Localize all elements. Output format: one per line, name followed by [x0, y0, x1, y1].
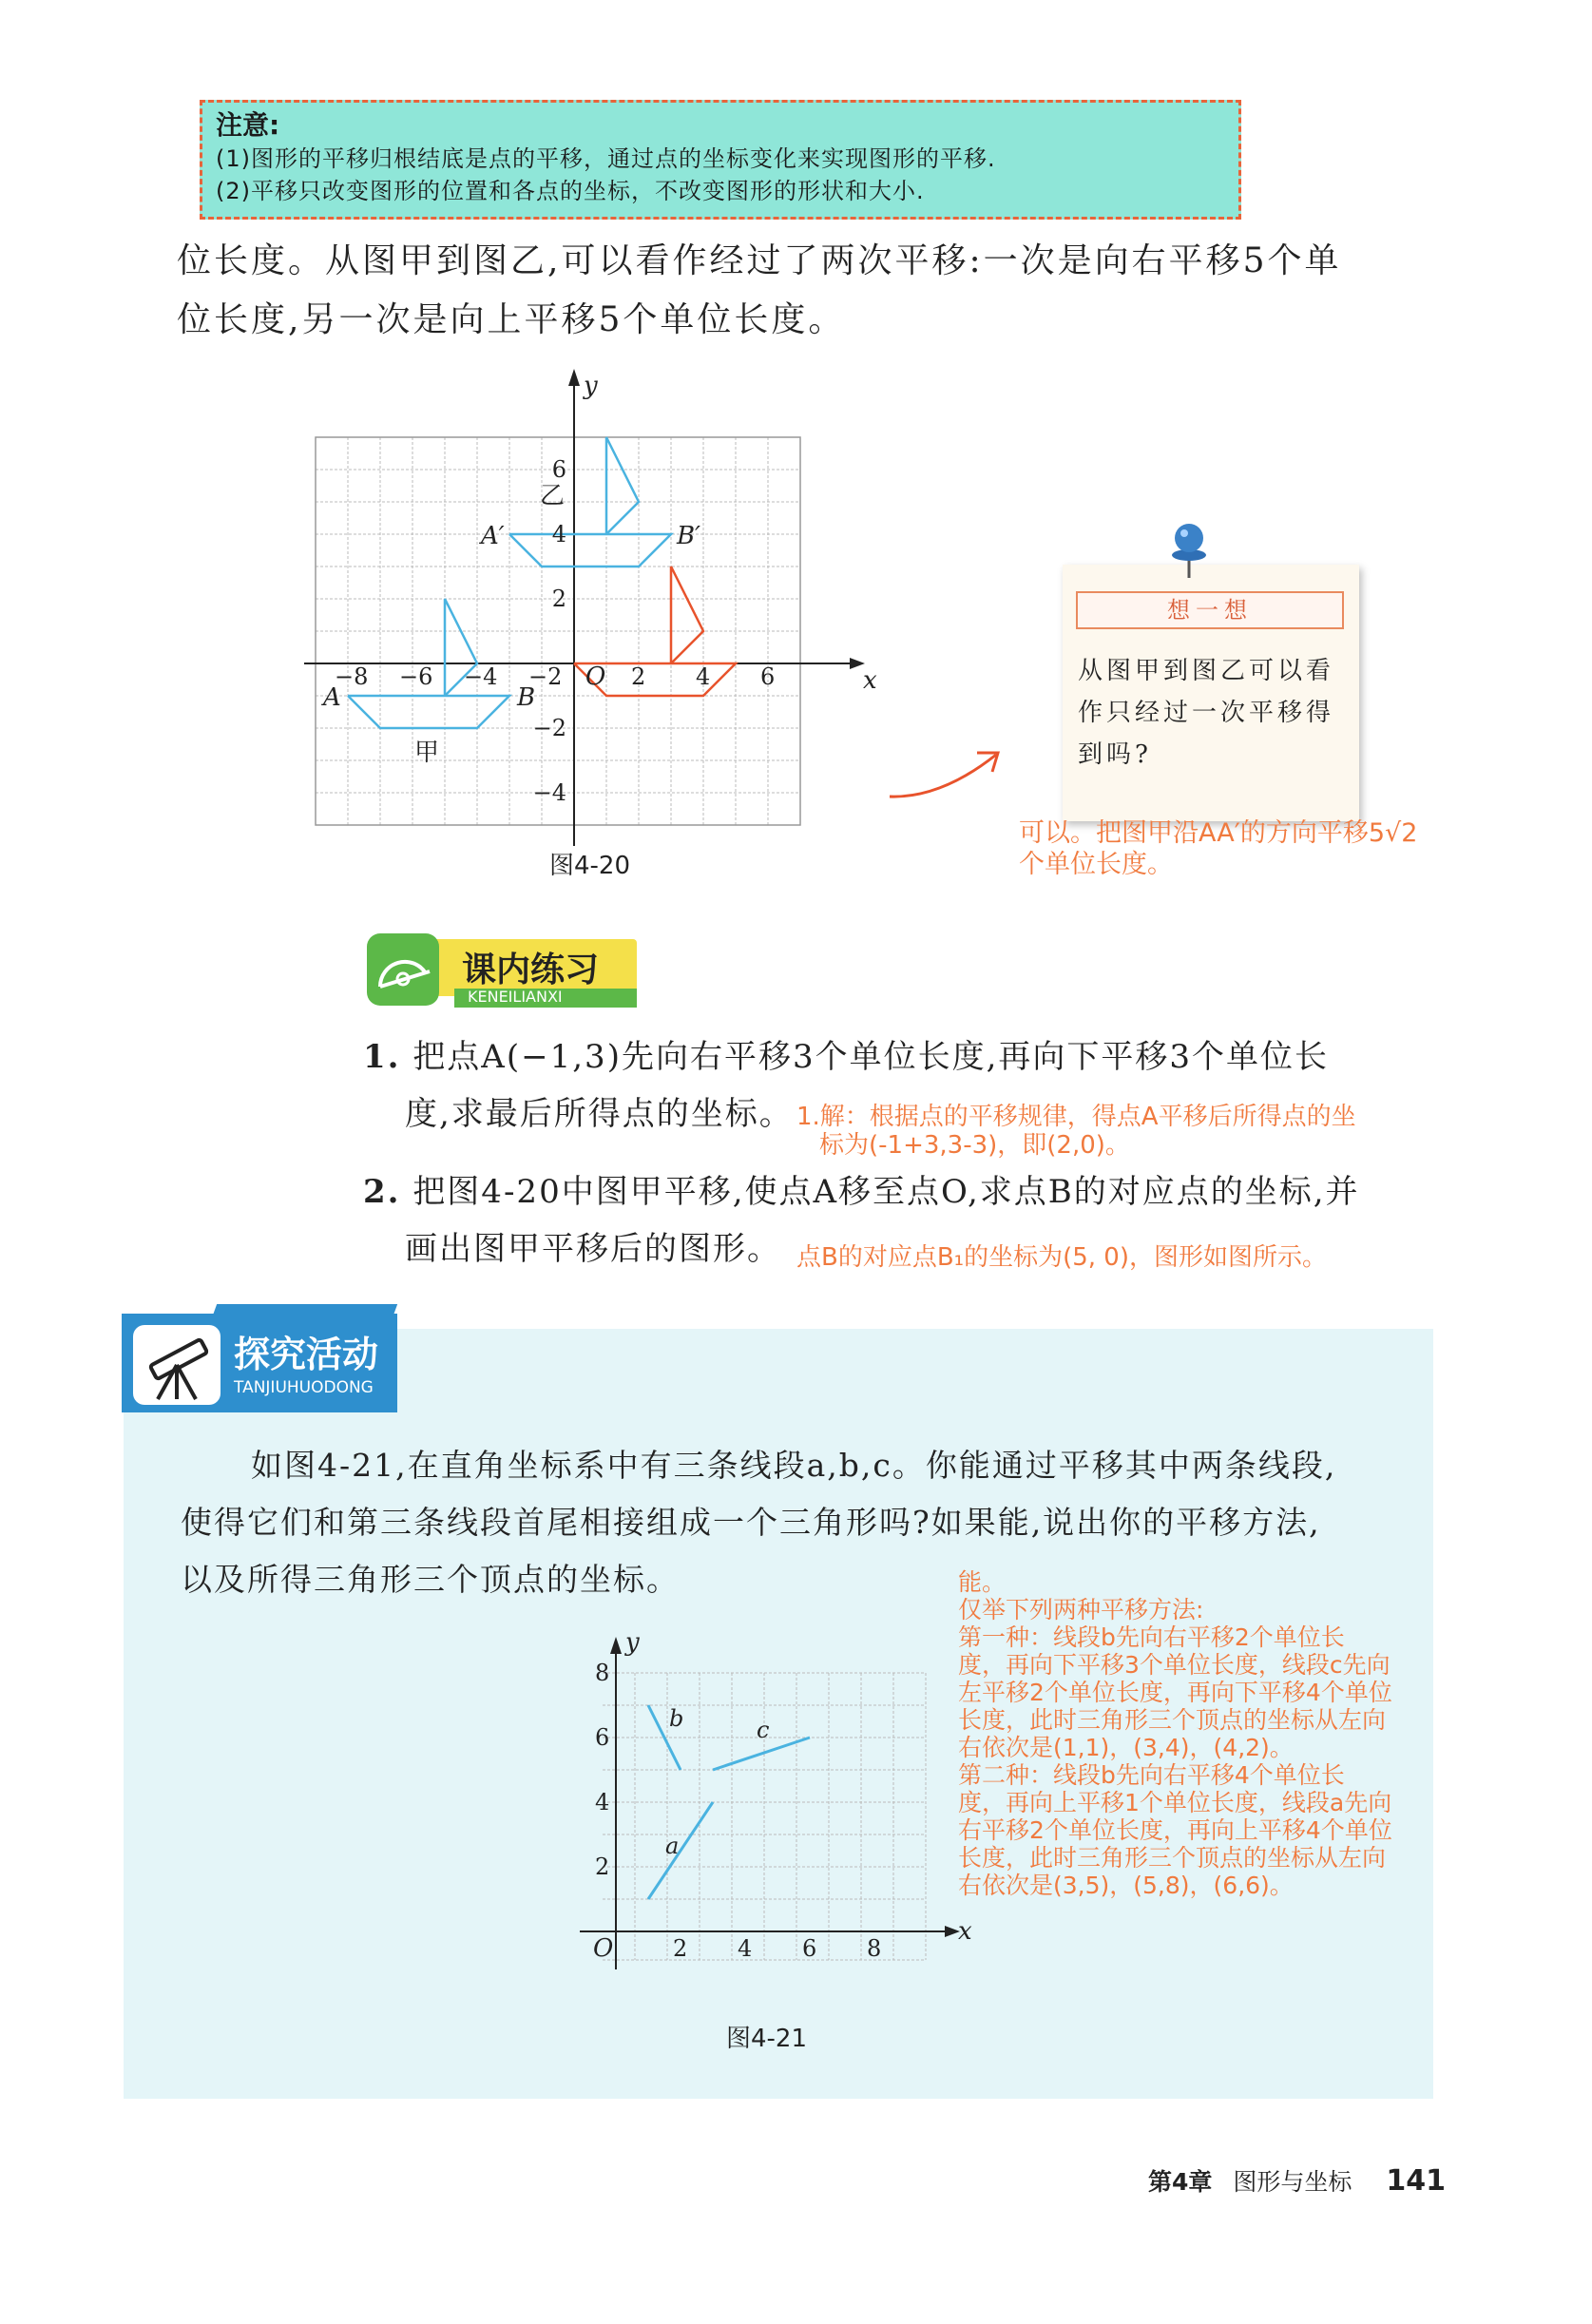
note-box — [200, 100, 1241, 220]
fig1-shape-yi — [509, 437, 671, 567]
note-line-1: (1)图形的平移归根结底是点的平移，通过点的坐标变化来实现图形的平移. — [216, 145, 996, 172]
practice-badge — [363, 930, 641, 1009]
fig2-caption: 图4-21 — [726, 2025, 808, 2053]
pushpin-icon — [1165, 521, 1213, 582]
fig1-x-tick: 4 — [696, 663, 711, 690]
explore-answer-line: 能。 — [958, 1568, 1007, 1596]
think-card — [1063, 565, 1359, 821]
explore-badge-sub: TANJIUHUODONG — [234, 1378, 374, 1397]
fig2-label-c: c — [757, 1717, 770, 1743]
q2-number: 2. — [363, 1173, 401, 1211]
note-line-2: (2)平移只改变图形的位置和各点的坐标，不改变图形的形状和大小. — [216, 178, 925, 204]
explore-answer-line: 第一种：线段b先向右平移2个单位长 — [958, 1623, 1345, 1651]
q1-answer-line-2: 标为(-1+3,3-3)，即(2,0)。 — [819, 1131, 1130, 1160]
q2-answer: 点B的对应点B₁的坐标为(5, 0)，图形如图所示。 — [796, 1243, 1327, 1272]
telescope-icon — [131, 1323, 222, 1407]
explore-answer-line: 右平移2个单位长度，再向上平移4个单位 — [958, 1816, 1392, 1844]
fig2-label-a: a — [665, 1833, 680, 1859]
fig1-origin: O — [585, 663, 606, 691]
fig1-y-tick: 2 — [551, 586, 566, 612]
fig2-origin: O — [593, 1934, 614, 1963]
explore-answer — [958, 1568, 1528, 1899]
explore-answer-line: 右依次是(3,5)，(5,8)，(6,6)。 — [958, 1872, 1294, 1899]
fig2-x-tick: 6 — [802, 1935, 817, 1962]
fig1-point-b-prime: B′ — [677, 522, 701, 550]
fig2-y-tick: 6 — [595, 1724, 610, 1751]
intro-line-1: 位长度。从图甲到图乙,可以看作经过了两次平移:一次是向右平移5个单 — [177, 241, 1342, 280]
explore-line-2: 使得它们和第三条线段首尾相接组成一个三角形吗?如果能,说出你的平移方法, — [181, 1504, 1321, 1541]
protractor-icon — [363, 930, 443, 1009]
fig1-y-tick: 6 — [551, 456, 566, 483]
footer — [1148, 2163, 1446, 2198]
intro-paragraph — [177, 232, 1431, 350]
q1-answer-line-1: 1.解：根据点的平移规律，得点A平移后所得点的坐 — [796, 1103, 1356, 1131]
page-number: 141 — [1386, 2164, 1446, 2198]
fig1-y-tick: −2 — [532, 715, 566, 741]
q2-line-1: 把图4-20中图甲平移,使点A移至点O,求点B的对应点的坐标,并 — [412, 1173, 1360, 1211]
fig2-x-label: x — [958, 1917, 972, 1946]
fig1-y-label: y — [584, 372, 598, 400]
fig2-x-tick: 8 — [867, 1935, 882, 1962]
q1-line-2: 度,求最后所得点的坐标。 — [405, 1095, 794, 1133]
explore-line-1: 如图4-21,在直角坐标系中有三条线段a,b,c。你能通过平移其中两条线段, — [251, 1447, 1337, 1484]
fig2-label-b: b — [669, 1705, 684, 1732]
q2-line-2: 画出图甲平移后的图形。 — [405, 1230, 781, 1268]
explore-answer-line: 左平移2个单位长度，再向下平移4个单位 — [958, 1679, 1392, 1706]
fig1-point-a: A — [323, 683, 341, 712]
think-title: 想一想 — [1076, 591, 1344, 629]
fig1-y-tick: 4 — [551, 521, 566, 547]
fig2-x-tick: 2 — [673, 1935, 688, 1962]
explore-answer-line: 度，再向上平移1个单位长度，线段a先向 — [958, 1789, 1392, 1816]
arrow-to-think — [884, 732, 1017, 808]
explore-badge-title: 探究活动 — [234, 1334, 379, 1375]
fig1-x-tick: −4 — [464, 663, 498, 690]
explore-answer-line: 仅举下列两种平移方法: — [958, 1596, 1204, 1623]
fig1-y-tick: −4 — [532, 779, 566, 806]
practice-badge-sub: KENEILIANXI — [468, 988, 563, 1006]
intro-line-2: 位长度,另一次是向上平移5个单位长度。 — [177, 300, 846, 339]
footer-chapter: 第4章 — [1148, 2168, 1213, 2196]
explore-line-3: 以及所得三角形三个顶点的坐标。 — [181, 1561, 680, 1598]
explore-answer-line: 度，再向下平移3个单位长度，线段c先向 — [958, 1651, 1391, 1679]
fig2-segment-a — [648, 1802, 713, 1899]
fig1-x-tick: −6 — [399, 663, 433, 690]
explore-answer-line: 第二种：线段b先向右平移4个单位长 — [958, 1761, 1345, 1789]
explore-badge — [122, 1304, 407, 1414]
figure-4-20 — [304, 361, 877, 855]
fig2-y-tick: 2 — [595, 1853, 610, 1880]
fig1-label-jia: 甲 — [414, 739, 440, 767]
fig1-x-label: x — [863, 666, 877, 695]
explore-answer-line: 长度，此时三角形三个顶点的坐标从左向 — [958, 1844, 1387, 1872]
fig1-x-tick: −2 — [528, 663, 563, 690]
think-answer-line-1: 可以。把图甲沿AA′的方向平移5√2 — [1019, 818, 1418, 848]
q1-number: 1. — [363, 1038, 401, 1076]
fig1-x-tick: −8 — [335, 663, 369, 690]
fig2-y-tick: 4 — [595, 1789, 610, 1815]
fig1-x-tick: 6 — [760, 663, 776, 690]
think-answer-line-2: 个单位长度。 — [1019, 850, 1173, 879]
fig1-x-tick: 2 — [631, 663, 646, 690]
note-title: 注意: — [216, 109, 280, 141]
fig2-y-tick: 8 — [595, 1660, 610, 1686]
figure-4-21 — [570, 1627, 988, 2007]
q1-answer — [796, 1103, 1356, 1160]
footer-title: 图形与坐标 — [1233, 2168, 1352, 2196]
practice-badge-title: 课内练习 — [462, 951, 600, 989]
think-body: 从图甲到图乙可以看作只经过一次平移得到吗? — [1078, 657, 1335, 769]
fig1-point-b: B — [517, 683, 536, 712]
fig1-label-yi: 乙 — [540, 482, 566, 510]
fig1-y-arrow — [568, 369, 580, 386]
explore-answer-line: 右依次是(1,1)，(3,4)，(4,2)。 — [958, 1734, 1294, 1761]
fig1-point-a-prime: A′ — [481, 522, 505, 550]
fig2-y-arrow — [610, 1637, 622, 1654]
explore-answer-line: 长度，此时三角形三个顶点的坐标从左向 — [958, 1706, 1387, 1734]
think-answer — [1019, 817, 1417, 880]
q1-line-1: 把点A(−1,3)先向右平移3个单位长度,再向下平移3个单位长 — [412, 1038, 1330, 1076]
fig2-x-tick: 4 — [738, 1935, 753, 1962]
fig2-y-label: y — [625, 1628, 640, 1657]
fig1-caption: 图4-20 — [549, 852, 631, 880]
